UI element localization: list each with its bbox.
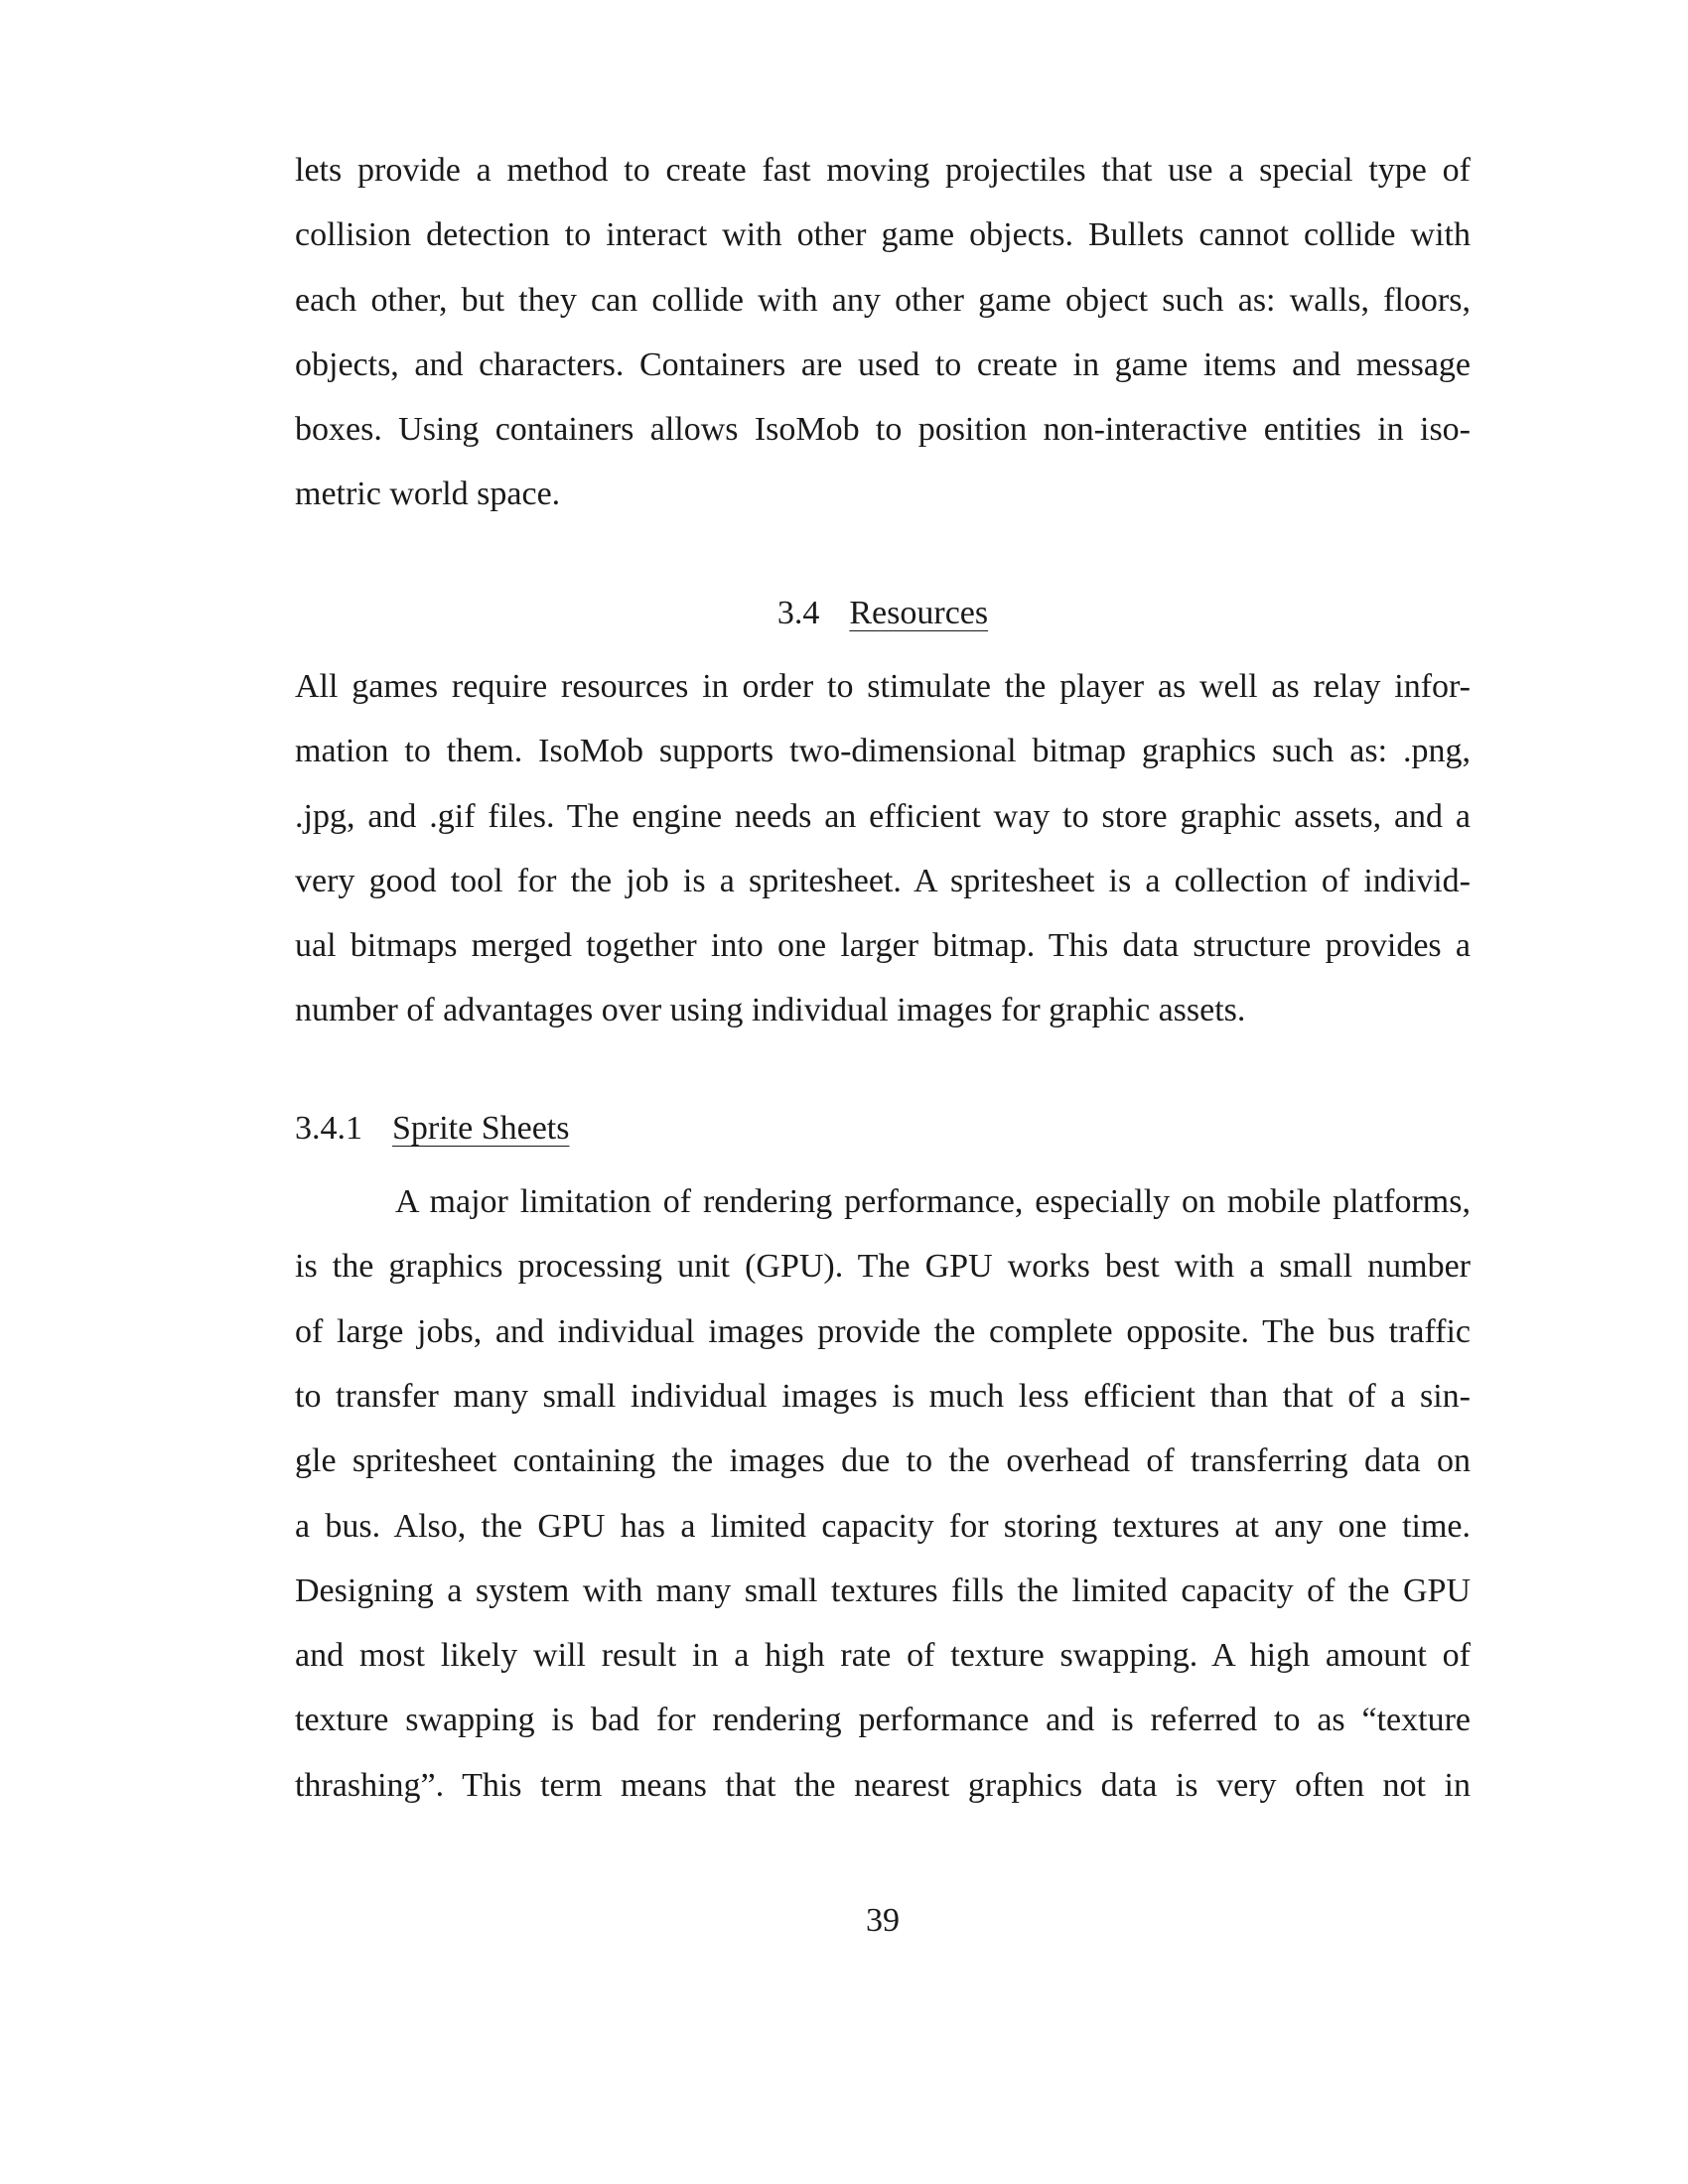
paragraph-line: mation to them. IsoMob supports two-dimensional bitmap graphics such as: .png, [295,733,1471,769]
section-number: 3.4 [776,595,820,631]
subsection-heading [295,1109,569,1149]
subsection-number: 3.4.1 [295,1110,362,1147]
paragraph-line: All games require resources in order to stimulate the player as well as relay infor- [295,668,1471,705]
paragraph-line: number of advantages over using individual images for graphic assets. [295,992,1246,1028]
paragraph-line: boxes. Using containers allows IsoMob to position non-interactive entities in iso- [295,411,1471,448]
paragraph-line: objects, and characters. Containers are used to create in game items and message [295,346,1471,383]
section-title: Resources [849,595,989,631]
paragraph-line: very good tool for the job is a spritesheet. A spritesheet is a collection of individ- [295,863,1471,899]
paragraph-line: to transfer many small individual images is much less efficient than that of a sin- [295,1378,1471,1415]
paragraph-line: Designing a system with many small textures fills the limited capacity of the GPU [295,1572,1471,1609]
subsection-title: Sprite Sheets [392,1110,570,1147]
paragraph-line: and most likely will result in a high rate of texture swapping. A high amount of [295,1637,1471,1674]
paragraph-line: texture swapping is bad for rendering performance and is referred to as “texture [295,1702,1471,1738]
paragraph-line: .jpg, and .gif files. The engine needs an efficient way to store graphic assets, and a [295,798,1471,835]
paragraph-line: of large jobs, and individual images provide the complete opposite. The bus traffic [295,1313,1471,1350]
paragraph-line: each other, but they can collide with any other game object such as: walls, floors, [295,282,1471,319]
section-heading [0,594,1688,633]
page-number: 39 [866,1902,900,1939]
paragraph-line: metric world space. [295,476,561,512]
paragraph-line: lets provide a method to create fast moving projectiles that use a special type of [295,152,1471,189]
paragraph-line: gle spritesheet containing the images due to the overhead of transferring data on [295,1442,1471,1479]
paragraph-line: a bus. Also, the GPU has a limited capacity for storing textures at any one time. [295,1508,1471,1545]
paragraph-line: is the graphics processing unit (GPU). The GPU works best with a small number [295,1248,1471,1285]
paragraph-line: thrashing”. This term means that the nearest graphics data is very often not in [295,1767,1471,1804]
paragraph-line: A major limitation of rendering performance, especially on mobile platforms, [395,1183,1471,1220]
paragraph-line: ual bitmaps merged together into one larger bitmap. This data structure provides a [295,927,1471,964]
paragraph-line: collision detection to interact with other game objects. Bullets cannot collide with [295,216,1471,253]
